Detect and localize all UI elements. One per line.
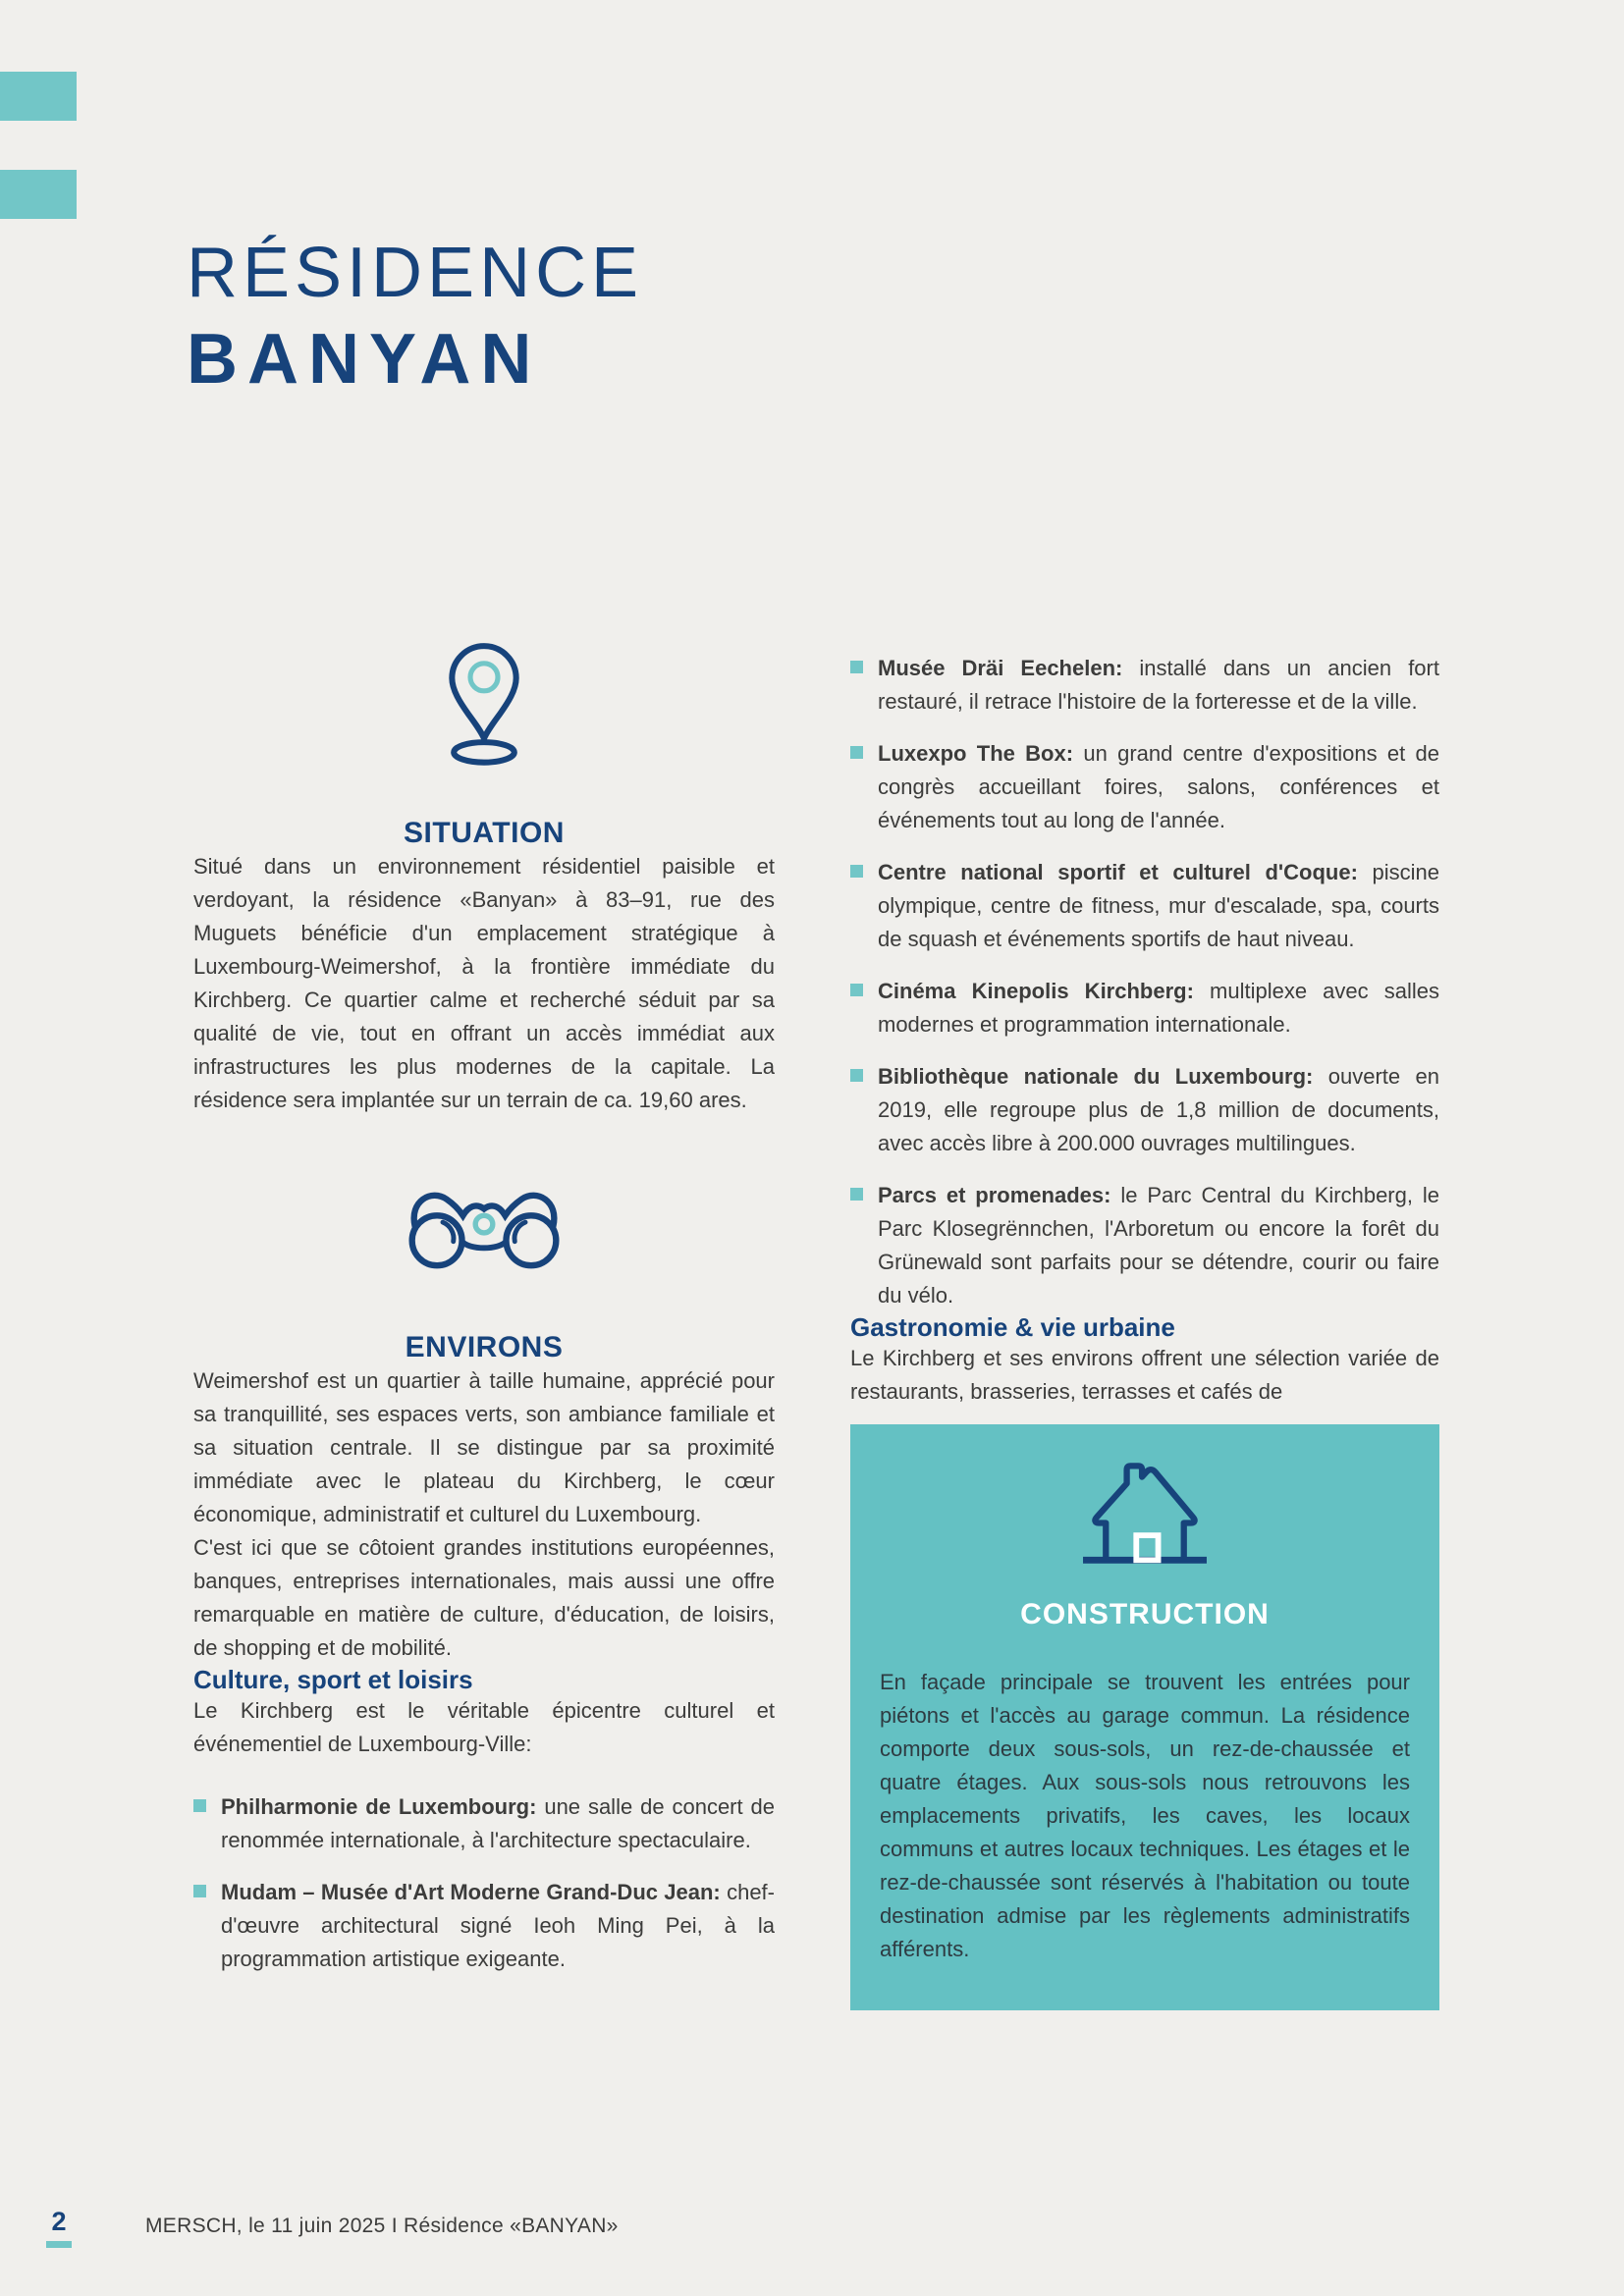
item-lead: Centre national sportif et culturel d'Coque: [878,860,1358,884]
culture-intro: Le Kirchberg est le véritable épicentre culturel et événementiel de Luxembourg-Ville: [193,1698,775,1756]
environs-para-2: C'est ici que se côtoient grandes institutions européennes, banques, entreprises internationales, mais aussi une offre remarquable en matière de culture, d'éducation, de loisirs, de shopping et de mobilité. [193,1535,775,1660]
list-item [850,975,1439,1041]
house-icon [1072,1448,1218,1570]
item-lead: Mudam – Musée d'Art Moderne Grand-Duc Jean: [221,1880,721,1904]
culture-list [193,1790,775,1976]
accent-stripe-bottom [0,170,77,219]
culture-heading: Culture, sport et loisirs [193,1665,473,1694]
gastronomie-body: Le Kirchberg et ses environs offrent une sélection variée de restaurants, brasseries, terrasses et cafés de [850,1346,1439,1404]
environs-heading: ENVIRONS [405,1331,564,1363]
gastronomie-heading: Gastronomie & vie urbaine [850,1312,1175,1342]
column-right [850,652,1439,2010]
page-number-value: 2 [51,2207,67,2236]
situation-body: Situé dans un environnement résidentiel paisible et verdoyant, la résidence «Banyan» à 83–91, rue des Muguets bénéficie d'un emplacement stratégique à Luxembourg-Weimershof, à la frontière immédiate du Kirchberg. Ce quartier calme et recherché séduit par sa qualité de vie, tout en offrant un accès immédiat aux infrastructures les plus modernes de la capitale. La résidence sera implantée sur un terrain de ca. 19,60 ares. [193,854,775,1112]
item-text: ouverte en 2019, elle regroupe plus de 1,8 million de documents, avec accès libre à 200.000 ouvrages multilingues. [878,1064,1439,1155]
construction-body: En façade principale se trouvent les entrées pour piétons et l'accès au garage commun. La résidence comporte deux sous-sols, un rez-de-chaussée et quatre étages. Aux sous-sols nous retrouvons les emplacements privatifs, les caves, les locaux communs et autres locaux techniques. Les étages et le rez-de-chaussée sont réservés à l'habitation ou toute destination admise par les règlements administratifs afférents. [880,1670,1410,1961]
attractions-list [850,652,1439,1312]
column-left [193,636,775,1976]
item-lead: Cinéma Kinepolis Kirchberg: [878,979,1194,1003]
item-text: multiplexe avec salles modernes et programmation internationale. [878,979,1439,1037]
item-text: chef-d'œuvre architectural signé Ieoh Ming Pei, à la programmation artistique exigeante. [221,1880,775,1971]
list-item [193,1876,775,1976]
environs-para-1: Weimershof est un quartier à taille humaine, apprécié pour sa tranquillité, ses espaces verts, son ambiance familiale et sa situation centrale. Il se distingue par sa proximité immédiate avec le plateau du Kirchberg, le cœur économique, administratif et culturel du Luxembourg. [193,1368,775,1526]
title-line-banyan: BANYAN [187,320,542,399]
construction-box [850,1424,1439,2010]
footer-text: MERSCH, le 11 juin 2025 I Résidence «BANYAN» [145,2215,619,2237]
list-item [850,1060,1439,1160]
page-title [187,230,643,402]
item-lead: Bibliothèque nationale du Luxembourg: [878,1064,1314,1089]
map-pin-icon [443,636,525,770]
item-lead: Parcs et promenades: [878,1183,1111,1207]
item-lead: Luxexpo The Box: [878,741,1074,766]
situation-heading: SITUATION [404,817,565,849]
list-item [850,1179,1439,1312]
list-item [193,1790,775,1857]
page-number [45,2208,73,2248]
item-text: installé dans un ancien fort restauré, il retrace l'histoire de la forteresse et de la ville. [878,656,1439,714]
list-item [850,652,1439,719]
item-text: un grand centre d'expositions et de congrès accueillant foires, salons, conférences et événements tout au long de l'année. [878,741,1439,832]
item-lead: Philharmonie de Luxembourg: [221,1794,537,1819]
list-item [850,856,1439,956]
construction-heading: CONSTRUCTION [1020,1598,1270,1630]
binoculars-icon [402,1186,567,1272]
accent-stripe-top [0,72,77,121]
page-number-underline [46,2241,72,2248]
item-text: une salle de concert de renommée internationale, à l'architecture spectaculaire. [221,1794,775,1852]
item-text: le Parc Central du Kirchberg, le Parc Klosegrënnchen, l'Arboretum ou encore la forêt du Grünewald sont parfaits pour se détendre, courir ou faire du vélo. [878,1183,1439,1308]
title-line-residence: RÉSIDENCE [187,234,644,312]
item-lead: Musée Dräi Eechelen: [878,656,1123,680]
item-text: piscine olympique, centre de fitness, mur d'escalade, spa, courts de squash et événements sportifs de haut niveau. [878,860,1439,951]
list-item [850,737,1439,837]
